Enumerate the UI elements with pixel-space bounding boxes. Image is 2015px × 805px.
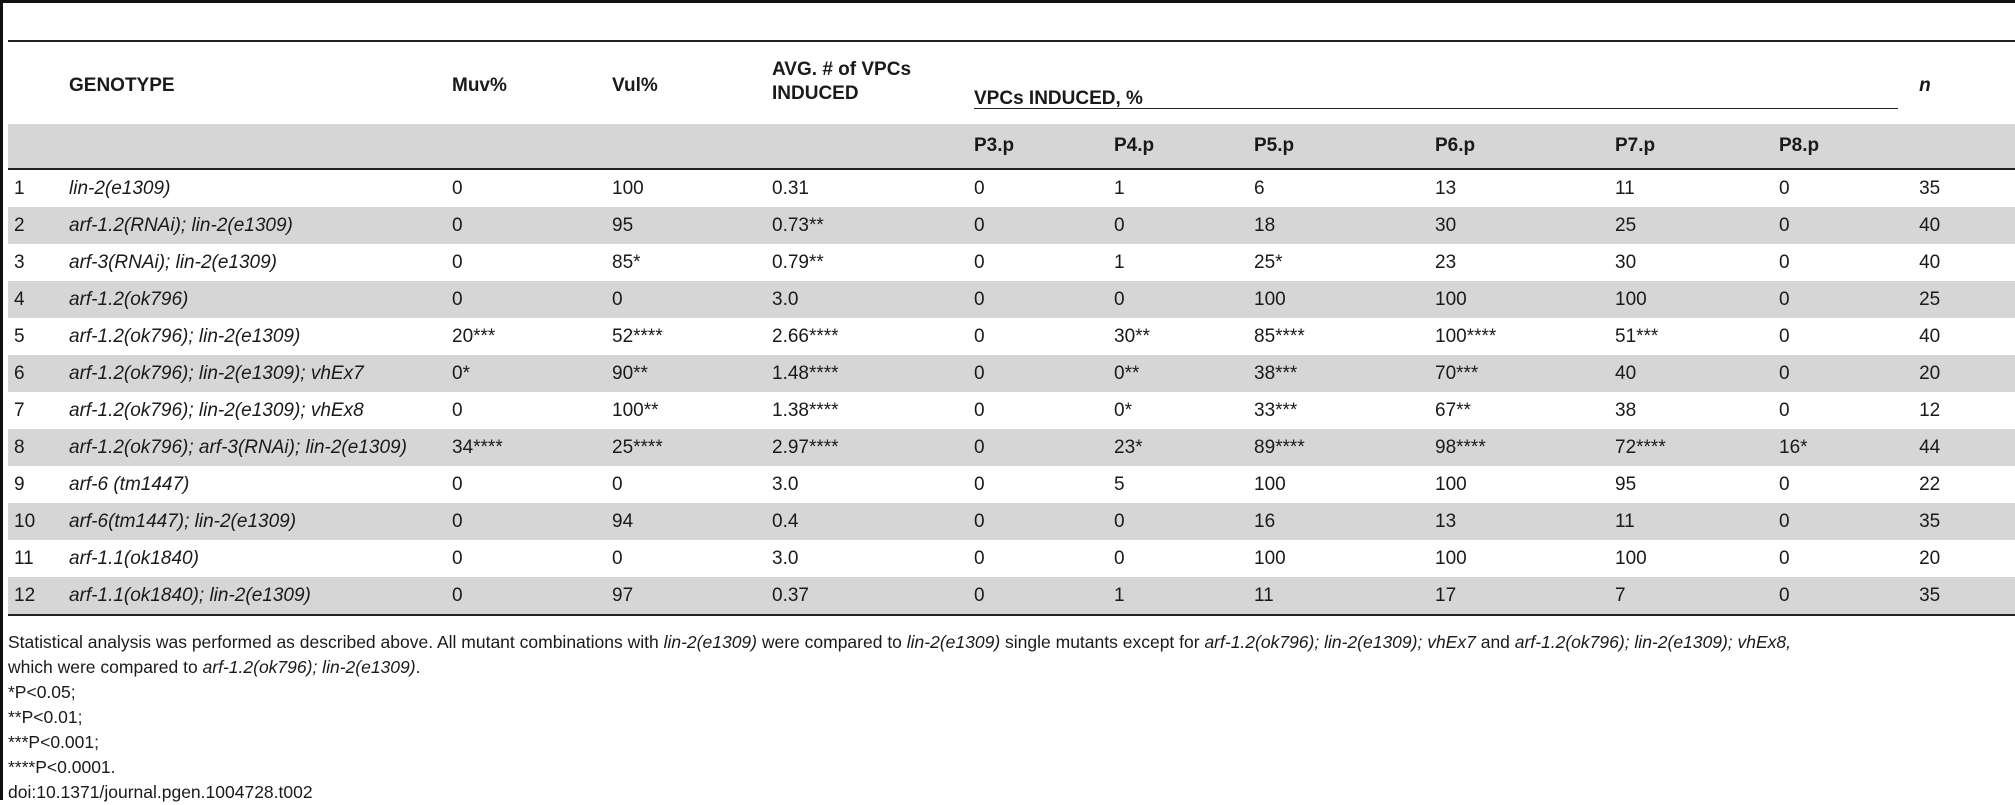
cell-genotype: arf-6(tm1447); lin-2(e1309) xyxy=(63,503,446,540)
cell-p8: 16* xyxy=(1773,429,1913,466)
cell-p3: 0 xyxy=(974,177,985,199)
table-row xyxy=(8,207,2015,244)
cell-muv: 0 xyxy=(452,251,463,273)
cell-p7: 100 xyxy=(1609,281,1773,318)
cell-muv: 0 xyxy=(446,207,606,244)
footnote-significance-2: **P<0.01; xyxy=(8,707,83,727)
cell-genotype: arf-1.2(ok796); lin-2(e1309); vhEx7 xyxy=(63,355,446,392)
cell-p7: 7 xyxy=(1609,577,1773,615)
cell-p3: 0 xyxy=(974,473,985,495)
cell-p4: 0 xyxy=(1114,547,1125,569)
cell-muv: 20*** xyxy=(452,325,496,347)
cell-muv: 0 xyxy=(452,473,463,495)
cell-p7: 25 xyxy=(1609,207,1773,244)
cell-muv: 0 xyxy=(452,177,463,199)
cell-p8: 0 xyxy=(1779,251,1790,273)
cell-n: 22 xyxy=(1919,473,1941,495)
cell-num: 8 xyxy=(8,429,63,466)
cell-p6: 23 xyxy=(1435,251,1457,273)
cell-genotype: lin-2(e1309) xyxy=(69,177,171,199)
cell-muv: 0 xyxy=(446,281,606,318)
table-body xyxy=(8,169,2015,615)
cell-p7: 11 xyxy=(1615,177,1635,199)
cell-muv: 0 xyxy=(446,503,606,540)
cell-p7: 38 xyxy=(1615,399,1637,421)
cell-avg: 0.73** xyxy=(766,207,968,244)
cell-p7: 11 xyxy=(1609,503,1773,540)
cell-muv: 0* xyxy=(446,355,606,392)
header-p3p: P3.p xyxy=(968,124,1108,169)
cell-avg: 3.0 xyxy=(772,547,799,569)
cell-p8: 0 xyxy=(1779,177,1790,199)
cell-n: 35 xyxy=(1913,503,2015,540)
cell-p3: 0 xyxy=(974,399,985,421)
table-footnote xyxy=(8,630,2013,805)
header-row-main xyxy=(8,48,2015,124)
cell-avg: 1.48**** xyxy=(766,355,968,392)
cell-p6: 100**** xyxy=(1435,325,1497,347)
doi-link[interactable]: doi:10.1371/journal.pgen.1004728.t002 xyxy=(8,782,313,802)
cell-p4: 23* xyxy=(1108,429,1248,466)
cell-avg: 3.0 xyxy=(766,281,968,318)
cell-p6: 30 xyxy=(1429,207,1609,244)
cell-genotype: arf-1.2(ok796); arf-3(RNAi); lin-2(e1309) xyxy=(63,429,446,466)
table-row xyxy=(8,244,2015,281)
cell-p3: 0 xyxy=(968,503,1108,540)
cell-p7: 30 xyxy=(1615,251,1637,273)
cell-genotype: arf-6 (tm1447) xyxy=(69,473,190,495)
cell-p5: 25* xyxy=(1254,251,1283,273)
cell-p8: 0 xyxy=(1779,399,1790,421)
cell-p5: 18 xyxy=(1248,207,1429,244)
cell-p8: 0 xyxy=(1773,281,1913,318)
cell-p3: 0 xyxy=(968,207,1108,244)
cell-vul: 100** xyxy=(612,399,659,421)
cell-n: 40 xyxy=(1913,207,2015,244)
cell-p4: 1 xyxy=(1114,251,1125,273)
cell-genotype: arf-1.1(ok1840); lin-2(e1309) xyxy=(63,577,446,615)
cell-p3: 0 xyxy=(974,547,985,569)
header-vpcs-induced: VPCs INDUCED, % xyxy=(974,88,1143,109)
header-p7p: P7.p xyxy=(1609,124,1773,169)
cell-avg: 2.97**** xyxy=(766,429,968,466)
cell-p6: 70*** xyxy=(1429,355,1609,392)
footnote-statistics-line-1: Statistical analysis was performed as described above. All mutant combinations with lin-2(e1309) were compared to lin-2(e1309) single mutants except for arf-1.2(ok796); lin-2(e1309); vhEx7 and arf-1.2(ok796); lin-2(e1309); vhEx8, xyxy=(8,632,1792,652)
cell-avg: 0.31 xyxy=(772,177,809,199)
cell-n: 44 xyxy=(1913,429,2015,466)
cell-p6: 100 xyxy=(1435,547,1467,569)
cell-n: 25 xyxy=(1913,281,2015,318)
cell-p4: 0 xyxy=(1108,503,1248,540)
cell-p8: 0 xyxy=(1779,325,1790,347)
header-avg-vpcs: AVG. # of VPCs INDUCED xyxy=(772,59,912,104)
cell-muv: 0 xyxy=(446,577,606,615)
header-row-cells xyxy=(8,124,2015,169)
cell-num: 10 xyxy=(8,503,63,540)
cell-n: 20 xyxy=(1919,547,1941,569)
cell-p5: 89**** xyxy=(1248,429,1429,466)
header-muv: Muv% xyxy=(452,75,507,96)
cell-p7: 72**** xyxy=(1609,429,1773,466)
cell-genotype: arf-3(RNAi); lin-2(e1309) xyxy=(69,251,278,273)
table-row xyxy=(8,540,2015,577)
footnote-statistics-line-2: which were compared to arf-1.2(ok796); lin-2(e1309). xyxy=(8,657,421,677)
cell-num: 3 xyxy=(14,251,25,273)
cell-p3: 0 xyxy=(974,325,985,347)
cell-p3: 0 xyxy=(968,355,1108,392)
cell-p5: 100 xyxy=(1254,547,1286,569)
cell-genotype: arf-1.2(RNAi); lin-2(e1309) xyxy=(63,207,446,244)
table-row xyxy=(8,392,2015,429)
cell-p4: 5 xyxy=(1114,473,1125,495)
cell-p5: 6 xyxy=(1254,177,1265,199)
table-row xyxy=(8,281,2015,318)
cell-p4: 0* xyxy=(1114,399,1132,421)
cell-avg: 3.0 xyxy=(772,473,799,495)
cell-p8: 0 xyxy=(1773,577,1913,615)
cell-genotype: arf-1.2(ok796); lin-2(e1309); vhEx8 xyxy=(69,399,364,421)
frame-top-border xyxy=(0,0,2015,3)
cell-p4: 1 xyxy=(1114,177,1125,199)
cell-p6: 67** xyxy=(1435,399,1471,421)
cell-n: 40 xyxy=(1919,251,1941,273)
cell-p5: 16 xyxy=(1248,503,1429,540)
cell-vul: 25**** xyxy=(606,429,766,466)
cell-num: 11 xyxy=(14,547,34,569)
cell-avg: 2.66**** xyxy=(772,325,839,347)
cell-muv: 34**** xyxy=(446,429,606,466)
cell-num: 5 xyxy=(14,325,25,347)
cell-num: 7 xyxy=(14,399,25,421)
header-p4p: P4.p xyxy=(1108,124,1248,169)
cell-vul: 94 xyxy=(606,503,766,540)
cell-p6: 98**** xyxy=(1429,429,1609,466)
cell-n: 35 xyxy=(1913,577,2015,615)
cell-p5: 100 xyxy=(1248,281,1429,318)
table-row xyxy=(8,466,2015,503)
cell-p6: 100 xyxy=(1429,281,1609,318)
cell-p7: 100 xyxy=(1615,547,1647,569)
table-row xyxy=(8,318,2015,355)
cell-p4: 0 xyxy=(1108,281,1248,318)
cell-p8: 0 xyxy=(1773,207,1913,244)
cell-p4: 0 xyxy=(1108,207,1248,244)
table-row xyxy=(8,169,2015,207)
cell-num: 12 xyxy=(8,577,63,615)
cell-vul: 97 xyxy=(606,577,766,615)
cell-p5: 38*** xyxy=(1248,355,1429,392)
table-row xyxy=(8,577,2015,615)
cell-num: 4 xyxy=(8,281,63,318)
cell-num: 6 xyxy=(8,355,63,392)
cell-p3: 0 xyxy=(974,251,985,273)
cell-p3: 0 xyxy=(968,577,1108,615)
cell-vul: 0 xyxy=(612,547,623,569)
cell-p5: 11 xyxy=(1248,577,1429,615)
cell-avg: 1.38**** xyxy=(772,399,839,421)
cell-p5: 85**** xyxy=(1254,325,1305,347)
footnote-significance-3: ***P<0.001; xyxy=(8,732,99,752)
header-p8p: P8.p xyxy=(1773,124,1913,169)
cell-p5: 33*** xyxy=(1254,399,1298,421)
header-p5p: P5.p xyxy=(1248,124,1429,169)
cell-p6: 13 xyxy=(1435,177,1457,199)
table-row xyxy=(8,503,2015,540)
cell-p8: 0 xyxy=(1779,473,1790,495)
cell-p7: 40 xyxy=(1609,355,1773,392)
cell-num: 1 xyxy=(14,177,25,199)
cell-p3: 0 xyxy=(968,281,1108,318)
cell-p5: 100 xyxy=(1254,473,1286,495)
frame-left-border xyxy=(0,0,3,800)
cell-genotype: arf-1.1(ok1840) xyxy=(69,547,199,569)
cell-p7: 51*** xyxy=(1615,325,1659,347)
cell-p6: 17 xyxy=(1429,577,1609,615)
cell-vul: 100 xyxy=(612,177,644,199)
cell-genotype: arf-1.2(ok796) xyxy=(63,281,446,318)
cell-n: 20 xyxy=(1913,355,2015,392)
cell-n: 35 xyxy=(1919,177,1941,199)
cell-vul: 85* xyxy=(612,251,641,273)
cell-p4: 0** xyxy=(1108,355,1248,392)
cell-genotype: arf-1.2(ok796); lin-2(e1309) xyxy=(69,325,301,347)
footnote-significance-1: *P<0.05; xyxy=(8,682,76,702)
cell-p8: 0 xyxy=(1779,547,1790,569)
cell-num: 9 xyxy=(14,473,25,495)
cell-n: 12 xyxy=(1919,399,1941,421)
cell-p6: 13 xyxy=(1429,503,1609,540)
cell-muv: 0 xyxy=(452,547,463,569)
cell-vul: 0 xyxy=(612,473,623,495)
cell-p8: 0 xyxy=(1773,355,1913,392)
cell-vul: 52**** xyxy=(612,325,663,347)
table-top-rule xyxy=(8,40,2015,42)
table-row xyxy=(8,355,2015,392)
cell-avg: 0.4 xyxy=(766,503,968,540)
header-p6p: P6.p xyxy=(1429,124,1609,169)
cell-p7: 95 xyxy=(1615,473,1637,495)
header-index xyxy=(8,48,63,124)
cell-p6: 100 xyxy=(1435,473,1467,495)
cell-vul: 95 xyxy=(606,207,766,244)
cell-p4: 30** xyxy=(1114,325,1150,347)
results-table xyxy=(8,48,2015,616)
cell-avg: 0.79** xyxy=(772,251,824,273)
cell-vul: 90** xyxy=(606,355,766,392)
header-genotype: GENOTYPE xyxy=(69,75,175,96)
cell-p4: 1 xyxy=(1108,577,1248,615)
header-vul: Vul% xyxy=(612,75,658,96)
cell-n: 40 xyxy=(1919,325,1941,347)
cell-vul: 0 xyxy=(606,281,766,318)
cell-avg: 0.37 xyxy=(766,577,968,615)
table-row xyxy=(8,429,2015,466)
header-n: n xyxy=(1919,75,1931,96)
cell-muv: 0 xyxy=(452,399,463,421)
cell-p3: 0 xyxy=(968,429,1108,466)
cell-num: 2 xyxy=(8,207,63,244)
cell-p8: 0 xyxy=(1773,503,1913,540)
footnote-significance-4: ****P<0.0001. xyxy=(8,757,116,777)
